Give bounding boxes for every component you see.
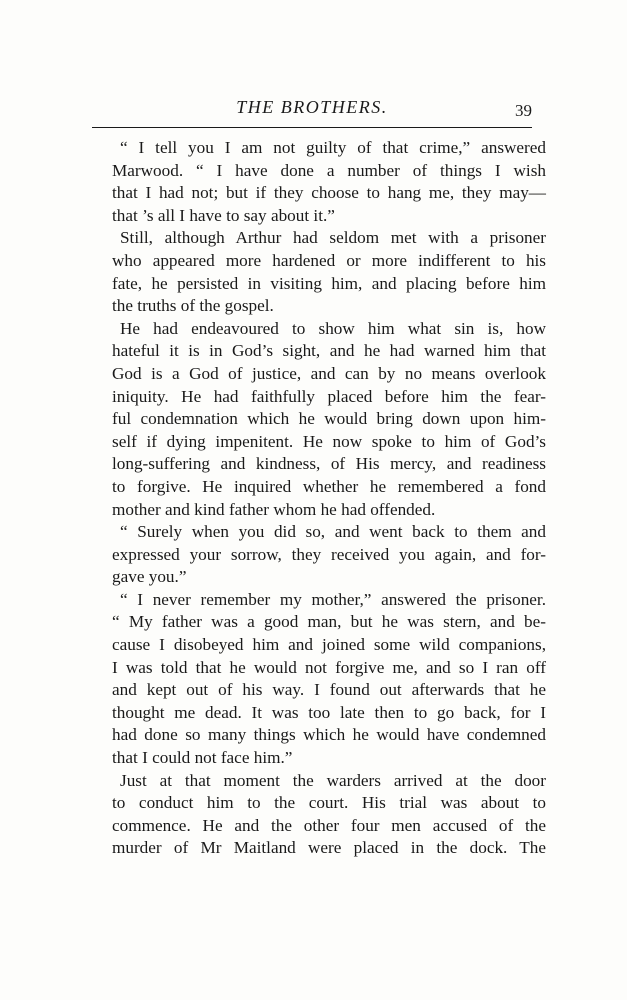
text-line: “ My father was a good man, but he was stern, and be- [112, 612, 546, 632]
text-line: God is a God of justice, and can by no means overlook [112, 363, 546, 383]
text-line: had done so many things which he would have condemned [112, 725, 546, 745]
text-line: commence. He and the other four men accused of the [112, 815, 546, 835]
running-head [92, 95, 532, 127]
text-line: self if dying impenitent. He now spoke to him of God’s [112, 431, 546, 451]
text-line: Just at that moment the warders arrived at the door [120, 770, 546, 790]
text-line: to conduct him to the court. His trial was about to [112, 793, 546, 813]
text-line: to forgive. He inquired whether he remembered a fond [112, 476, 546, 496]
text-line: ful condemnation which he would bring down upon him- [112, 409, 546, 429]
text-line: hateful it is in God’s sight, and he had warned him that [112, 341, 546, 361]
text-line: murder of Mr Maitland were placed in the dock. The [112, 838, 546, 858]
page-number: 39 [515, 101, 532, 120]
text-line: who appeared more hardened or more indifferent to his [112, 250, 546, 270]
text-line: I was told that he would not forgive me, and so I ran off [112, 657, 546, 677]
text-line: “ I never remember my mother,” answered the prisoner. [120, 589, 546, 609]
text-line: Marwood. “ I have done a number of things I wish [112, 160, 546, 180]
text-line: He had endeavoured to show him what sin is, how [120, 318, 546, 338]
header-rule [92, 127, 532, 128]
text-line: the truths of the gospel. [112, 296, 274, 316]
text-line: gave you.” [112, 567, 187, 587]
body-text [112, 137, 546, 860]
text-line: expressed your sorrow, they received you again, and for- [112, 544, 546, 564]
text-line: cause I disobeyed him and joined some wild companions, [112, 635, 546, 655]
text-line: and kept out of his way. I found out afterwards that he [112, 680, 546, 700]
text-line: thought me dead. It was too late then to go back, for I [112, 702, 546, 722]
text-line: iniquity. He had faithfully placed before him the fear- [112, 386, 546, 406]
text-line: Still, although Arthur had seldom met with a prisoner [120, 228, 546, 248]
text-line: mother and kind father whom he had offended. [112, 499, 436, 519]
text-line: fate, he persisted in visiting him, and placing before him [112, 273, 546, 293]
text-line: that ’s all I have to say about it.” [112, 205, 335, 225]
text-line: long-suffering and kindness, of His mercy, and readiness [112, 454, 546, 474]
text-line: that I could not face him.” [112, 748, 293, 768]
text-line: “ I tell you I am not guilty of that crime,” answered [120, 138, 546, 157]
running-title: THE BROTHERS. [236, 97, 388, 117]
text-line: “ Surely when you did so, and went back to them and [120, 522, 546, 542]
text-line: that I had not; but if they choose to hang me, they may— [112, 183, 546, 203]
